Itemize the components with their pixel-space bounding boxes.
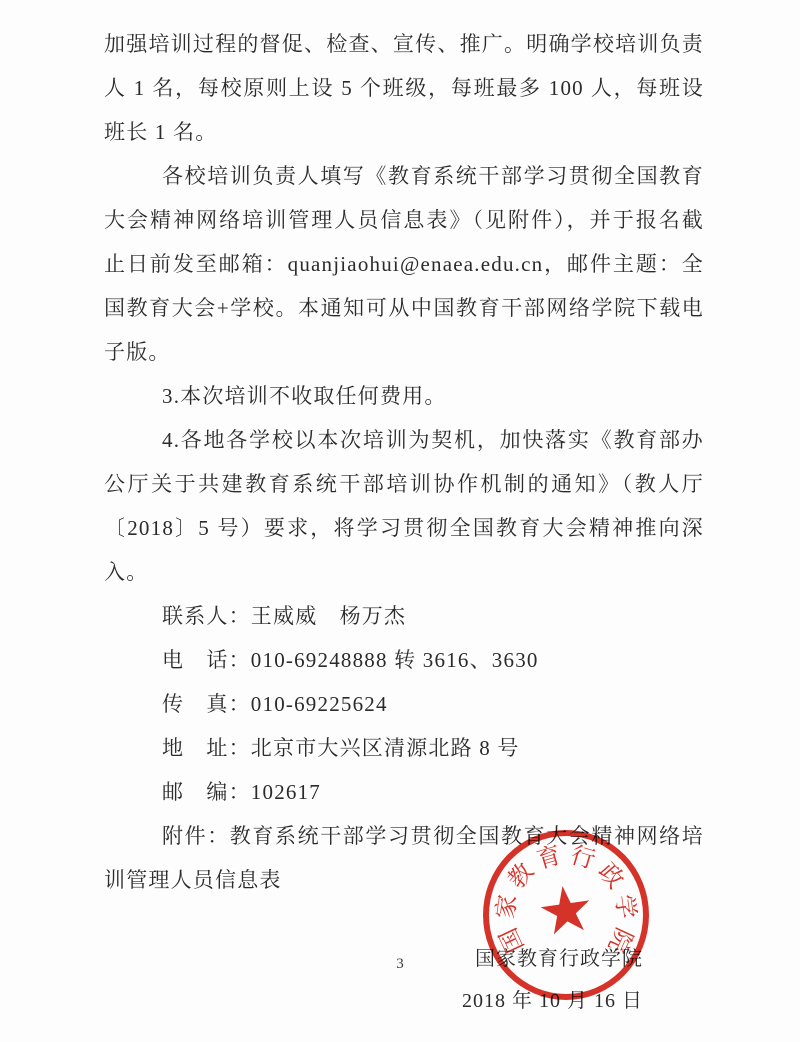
body-paragraph: 各校培训负责人填写《教育系统干部学习贯彻全国教育大会精神网络培训管理人员信息表》（见附件），并于报名截止日前发至邮箱：quanjiaohui@enaea.edu.cn，邮件主题：全国教育大会+学校。本通知可从中国教育干部网络学院下载电子版。 (104, 164, 704, 364)
seal-character: 学 (609, 892, 641, 921)
page-number: 3 (396, 956, 404, 972)
attachment-note: 附件：教育系统干部学习贯彻全国教育大会精神网络培训管理人员信息表 (104, 824, 704, 892)
body-paragraph: 加强培训过程的督促、检查、宣传、推广。明确学校培训负责人 1 名，每校原则上设 5 个班级，每班最多 100 人，每班设班长 1 名。 (104, 32, 704, 144)
body-paragraph: 4.各地各学校以本次培训为契机，加快落实《教育部办公厅关于共建教育系统干部培训协作机制的通知》（教人厅〔2018〕5 号）要求，将学习贯彻全国教育大会精神推向深入。 (104, 428, 704, 584)
seal-character: 行 (567, 840, 599, 875)
seal-character: 教 (502, 857, 540, 894)
contact-line-address: 地 址：北京市大兴区清源北路 8 号 (162, 736, 520, 760)
contact-line-fax: 传 真：010-69225624 (162, 692, 388, 716)
body-paragraph: 3.本次培训不收取任何费用。 (162, 384, 447, 408)
signature-block (104, 938, 704, 1022)
contact-line-phone: 电 话：010-69248888 转 3616、3630 (162, 648, 539, 672)
contact-line-person: 联系人：王威威 杨万杰 (162, 604, 407, 628)
seal-character: 育 (533, 840, 565, 875)
seal-character: 政 (592, 857, 630, 894)
contact-line-postcode: 邮 编：102617 (162, 780, 321, 804)
signature-date: 2018 年 10 月 16 日 (462, 990, 643, 1012)
seal-character: 院 (602, 923, 639, 958)
signature-organization: 国家教育行政学院 (475, 948, 643, 970)
seal-star-icon: ★ (532, 870, 600, 952)
seal-character: 家 (491, 892, 523, 921)
seal-character: 国 (493, 923, 530, 958)
